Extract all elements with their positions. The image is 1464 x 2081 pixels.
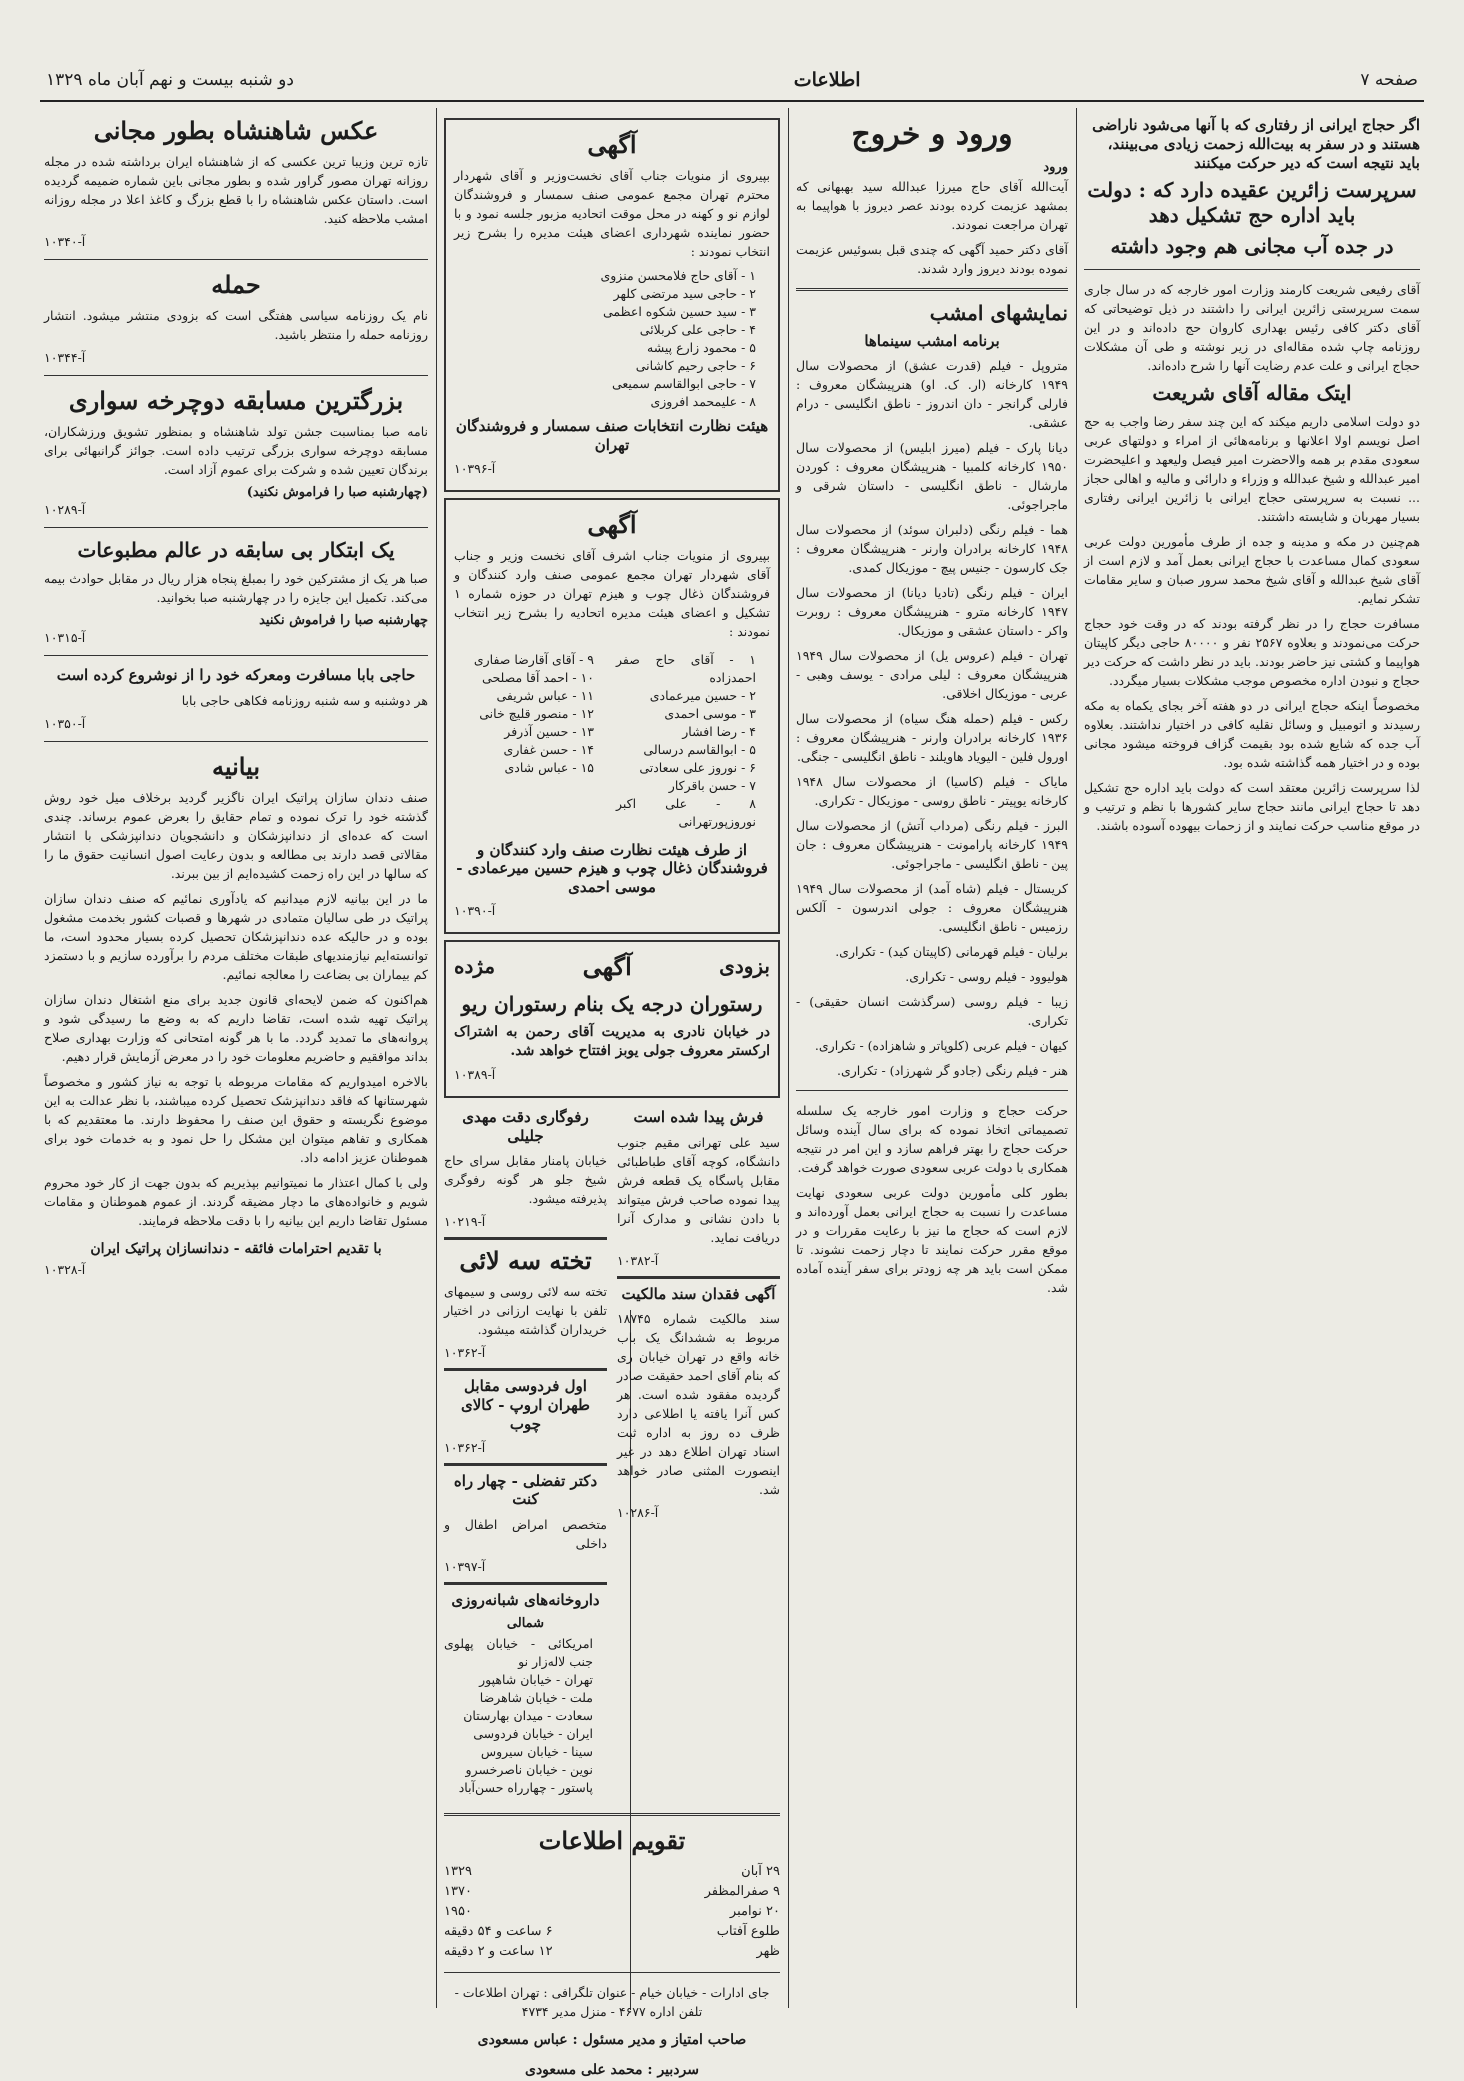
ad-title: آگهی فقدان سند مالکیت xyxy=(621,1284,776,1303)
calendar-row xyxy=(444,1902,780,1922)
cinema-program-title: برنامه امشب سینماها xyxy=(864,331,1000,350)
calendar-title: تقویم اطلاعات xyxy=(538,1825,686,1855)
address-line: جای ادارات - خیابان خیام - عنوان تلگرافی : تهران اطلاعات - تلفن اداره ۴۶۷۷ - منزل مدیر ۴۷۳۴ xyxy=(454,1984,770,2019)
list-item: سینا - خیابان سیروس xyxy=(480,1743,593,1759)
list-item: ۳ - سید حسین شکوه اعظمی xyxy=(603,304,756,319)
ads-two-column xyxy=(444,1104,780,1803)
divider xyxy=(444,1368,607,1371)
cinema-listing: برلیان - فیلم قهرمانی (کاپیتان کید) - تکراری. xyxy=(835,944,1068,960)
ad-title: حمله xyxy=(211,270,261,299)
column-rule xyxy=(1076,108,1077,2008)
calendar-value: ۱۳۲۹ xyxy=(444,1863,472,1879)
list-item: ۸ - علیمحمد افروزی xyxy=(650,394,756,409)
calendar-label: ۲۰ نوامبر xyxy=(729,1903,780,1919)
cinema-listing: زیبا - فیلم روسی (سرگذشت انسان حقیقی) - تکراری. xyxy=(796,994,1068,1029)
section-title-arrivals: ورود و خروج xyxy=(851,117,1013,152)
list-item: ۴ - رضا افشار xyxy=(682,723,756,739)
calendar-label: ۹ صفرالمظفر xyxy=(704,1883,780,1899)
calendar-row xyxy=(444,1922,780,1942)
list-item: ۹ - آقای آقارضا صفاری xyxy=(473,651,594,667)
continued-paragraph: بطور کلی مأمورین دولت عربی سعودی نهایت مساعدت را نسبت به حجاج ایرانی بعمل آورده‌اند و لازم است که حجاج ما نیز با رعایت مقررات و در موقع مقرر حرکت نمایند تا دچار زحمت نشوند. تا ممکن است باید هر چه زودتر برای سفر آینده آماده شد. xyxy=(796,1185,1068,1296)
page-number: صفحه ۷ xyxy=(1360,70,1418,90)
ad-title: تخته سه لائی xyxy=(459,1246,592,1276)
ad-code: آ-۱۰۳۹۶ xyxy=(454,460,496,476)
calendar-value: ۶ ساعت و ۵۴ دقیقه xyxy=(444,1923,553,1939)
ad-label-soon: بزودی xyxy=(719,954,770,979)
cinema-listing: ایران - فیلم رنگی (تادیا دیانا) از محصولات سال ۱۹۴۷ کارخانه مترو - هنرپیشگان معروف : روبرت واکر - داستان عشقی و موزیکال. xyxy=(796,585,1068,639)
pharmacy-subtitle: شمالی xyxy=(506,1615,545,1631)
list-item: ۸ - علی اکبر نوروزپورتهرانی xyxy=(616,795,756,829)
ad-body: سید علی تهرانی مقیم جنوب دانشگاه، کوچه آقای طباطبائی مقابل پاسگاه یک قطعه فرش پیدا نموده صاحب فرش میتواند با دادن نشانی و مدارک آنرا دریافت نماید. xyxy=(617,1134,780,1245)
ad-body: هر دوشنبه و سه شنبه روزنامه فکاهی حاجی بابا xyxy=(181,692,428,708)
ad-code: آ-۱۰۳۸۲ xyxy=(617,1252,659,1268)
cinema-listing: هولیوود - فیلم روسی - تکراری. xyxy=(905,969,1068,985)
cinema-listing: کیهان - فیلم عربی (کلوپاتر و شاهزاده) - تکراری. xyxy=(814,1038,1068,1054)
column-rule xyxy=(788,108,789,2008)
list-item: ۱۵ - عباس شادی xyxy=(504,759,594,775)
ad-body: تازه ترین وزیبا ترین عکسی که از شاهنشاه ایران برداشته شده در مجله روزانه تهران مصور گراور شده و بطور مجانی باین شماره ضمیمه گردیده است. داستان عکس شاهنشاه را با قطع بزرگ و کاغذ اعلا در مجله روزانه امشب ملاحظه کنید. xyxy=(44,154,428,226)
list-item: پاستور - چهارراه حسن‌آباد xyxy=(458,1779,593,1795)
column-rule xyxy=(436,108,437,2008)
list-item: ۱۱ - عباس شریفی xyxy=(496,687,594,703)
calendar-value: ۱۲ ساعت و ۲ دقیقه xyxy=(444,1943,553,1959)
article-paragraph: آقای رفیعی شریعت کارمند وزارت امور خارجه که در سال جاری سمت سرپرستی زائرین ایرانی را داشتند در ذیل توضیحاتی که آقای دکتر کافی رئیس بهداری کاروان حج داده‌اند و در این روزنامه چاپ شده مقاله‌ای در زیر نوشته و طی آن مشکلات حجاج ایرانی و علت عدم رضایت آنها را شرح داده‌اند. xyxy=(1084,282,1420,374)
article-kicker: اگر حجاج ایرانی از رفتاری که با آنها می‌شود ناراضی هستند و در سفر به بیت‌الله زحمت زیادی می‌بینند، باید نتیجه است که دیر حرکت میکنند xyxy=(1092,116,1420,172)
cinema-listing: مایاک - فیلم (کاسیا) از محصولات سال ۱۹۴۸ کارخانه یوپیتر - ناطق روسی - موزیکال - تکراری. xyxy=(796,774,1068,809)
statement-paragraph: صنف دندان سازان پراتیک ایران ناگزیر گردید برخلاف میل خود روش گذشته خود را ترک نموده و تمام حقایق را بعرض عموم برساند. چندی است که عده‌ای از دندانپزشکان و دانشجویان دندانپزشکی با انتشار مقالاتی قصد دارند بی مطالعه و بدون رعایت اصول انسانیت حقوق ما را که سالها در این راه زحمت کشیده‌ایم از بین ببرند. xyxy=(44,789,428,881)
ad-code: آ-۱۰۲۱۹ xyxy=(444,1214,486,1230)
ad-title: عکس شاهنشاه بطور مجانی xyxy=(93,116,379,145)
arrival-item: آقای دکتر حمید آگهی که چندی قبل بسوئیس عزیمت نموده بودند دیروز وارد شدند. xyxy=(796,241,1068,276)
list-item: ۱۳ - حسین آذرفر xyxy=(504,723,594,739)
divider xyxy=(796,288,1068,291)
ad-code: آ-۱۰۳۸۹ xyxy=(454,1066,496,1082)
list-item: ۴ - حاجی علی کربلائی xyxy=(639,322,756,337)
divider xyxy=(444,1582,607,1585)
list-item: ۱ - آقای حاج صفر احمدزاده xyxy=(616,651,756,685)
article-section-title: ایتک مقاله آقای شریعت xyxy=(1152,381,1352,406)
cinema-listing: هما - فیلم رنگی (دلبران سوئد) از محصولات سال ۱۹۴۸ کارخانه برادران وارنر - هنرپیشگان معروف : جک کارسون - جنیس پیچ - موزیکال کمدی. xyxy=(796,522,1068,576)
ad-labels xyxy=(454,948,770,988)
ad-title: رفوگاری دقت مهدی جلیلی xyxy=(462,1107,589,1145)
divider xyxy=(796,1090,1068,1091)
divider xyxy=(617,1276,780,1279)
list-item: ۱ - آقای حاج فلامحسن منزوی xyxy=(600,268,756,283)
candidate-list xyxy=(616,651,770,831)
calendar-row xyxy=(444,1882,780,1902)
ad-label-notice: آگهی xyxy=(582,951,632,981)
list-item: ۵ - ابوالقاسم درسالی xyxy=(643,741,756,757)
ad-body: بپیروی از منویات جناب آقای نخست‌وزیر و آقای شهردار محترم تهران مجمع عمومی صنف سمسار و فروشندگان لوازم نو و کهنه در محل موقت اتحادیه مزبور جلسه نمود و با حضور نماینده شهرداری اعضای هیئت مدیره را بشرح زیر انتخاب نمودند : xyxy=(454,168,770,259)
divider xyxy=(444,1237,607,1240)
ad-code: آ-۱۰۲۸۹ xyxy=(44,502,86,517)
ad-title: آگهی xyxy=(587,130,637,159)
list-item: ۶ - حاجی رحیم کاشانی xyxy=(635,358,756,373)
ad-title: اول فردوسی مقابل طهران اروپ - کالای چوب xyxy=(461,1377,590,1433)
issue-date: دو شنبه بیست و نهم آبان ماه ۱۳۲۹ xyxy=(46,70,294,90)
editor-line: سردبیر : محمد علی مسعودی xyxy=(524,2061,699,2078)
divider xyxy=(1084,269,1420,270)
ad-body: نام یک روزنامه سیاسی هفتگی است که بزودی منتشر میشود. انتشار روزنامه حمله را منتظر باشید. xyxy=(44,308,428,342)
list-item: ۱۲ - منصور قلیچ خانی xyxy=(479,705,594,721)
candidate-list xyxy=(454,651,608,831)
pharmacy-list xyxy=(444,1635,607,1797)
list-item: ۲ - حاجی سید مرتضی کلهر xyxy=(613,286,756,301)
cinema-listing: هنر - فیلم رنگی (جادو گر شهرزاد) - تکراری. xyxy=(836,1063,1068,1079)
ad-title: فرش پیدا شده است xyxy=(633,1107,764,1126)
statement-paragraph: بالاخره امیدواریم که مقامات مربوطه با توجه به نیاز کشور و مخصوصاً شهرستانها که فاقد دندانپزشک تحصیل کرده میباشند، با نظر عدالت به این موضوع نگریسته و حقوق این صنف را محفوظ دارند. ما معتقدیم که با همکاری و تفاهم میتوان این مشکل را حل نمود و به خدمات خود برای هموطنان عزیز ادامه داد. xyxy=(44,1073,428,1165)
article-headline: سرپرست زائرین عقیده دارد که : دولت باید اداره حج تشکیل دهد xyxy=(1087,178,1417,228)
ad-code: آ-۱۰۳۶۲ xyxy=(444,1439,486,1455)
list-item: ۶ - نوروز علی سعادتی xyxy=(639,759,756,775)
ad-code: آ-۱۰۳۴۴ xyxy=(44,350,86,365)
ad-code: آ-۱۰۳۹۷ xyxy=(444,1559,486,1574)
article-paragraph: هم‌چنین در مکه و مدینه و جده از طرف مأمورین دولت عربی سعودی کمال مساعدت با حجاج ایرانی بعمل آمد و لازم است از آقای شیخ عبدالله و آقای شیخ محمد سرور صبان و سایر مقامات تشکر نمایم. xyxy=(1084,534,1420,607)
ad-label-good-news: مژده xyxy=(454,954,496,979)
calendar-label: ۲۹ آبان xyxy=(741,1863,780,1879)
divider xyxy=(444,1972,780,1973)
candidate-lists xyxy=(454,647,770,837)
ad-body: متخصص امراض اطفال و داخلی xyxy=(444,1517,607,1551)
statement-paragraph: ولی با کمال اعتذار ما نمیتوانیم بپذیریم که بدون جهت از کار خود محروم شویم و خانواده‌های ما دچار مضیقه گردند. از عموم هموطنان و مقامات مسئول تقاضا داریم این بیانیه را با دقت ملاحظه فرمایند. xyxy=(44,1174,428,1228)
ad-footer: هیئت نظارت انتخابات صنف سمسار و فروشندگان تهران xyxy=(455,417,769,454)
column-hajj-article xyxy=(1084,112,1420,2012)
ad-title: حاجی بابا مسافرت ومعرکه خود را از نوشروع کرده است xyxy=(56,666,416,684)
list-item: ۱۴ - حسن غفاری xyxy=(503,741,594,757)
cinema-listing: رکس - فیلم (حمله هنگ سیاه) از محصولات سال ۱۹۳۶ کارخانه برادران وارنر - هنرپیشگان معروف : اورول فلین - الیویاد هاویلند - ناطق انگلیسی - جنگی. xyxy=(796,711,1068,765)
ads-left-stack xyxy=(444,1104,607,1803)
ad-body: صبا هر یک از مشترکین خود را بمبلغ پنجاه هزار ریال در مقابل حوادث بیمه می‌کند. تکمیل این جایزه را در چهارشنبه صبا بخوانید. xyxy=(44,571,428,605)
divider xyxy=(444,1463,607,1466)
list-item: ۵ - محمود زارع پیشه xyxy=(647,340,756,355)
column-news-cinema xyxy=(796,112,1068,2012)
list-item: تهران - خیابان شاهپور xyxy=(479,1671,593,1687)
ad-title: یک ابتکار بی سابقه در عالم مطبوعات xyxy=(77,538,395,562)
divider xyxy=(44,259,428,260)
divider xyxy=(44,741,428,742)
publisher-line: صاحب امتیاز و مدیر مسئول : عباس مسعودی xyxy=(477,2031,747,2048)
cinema-listing: متروپل - فیلم (قدرت عشق) از محصولات سال ۱۹۴۹ کارخانه (ار. ک. او) هنرپیشگان معروف : فارلی گرانجر - دان اندروز - ناطق انگلیسی - درام عشقی. xyxy=(796,358,1068,431)
article-subheadline: در جده آب مجانی هم وجود داشته xyxy=(1110,234,1394,259)
ad-code: آ-۱۰۳۲۸ xyxy=(44,1261,86,1277)
statement-closing: با تقدیم احترامات فائقه - دندانسازان پراتیک ایران xyxy=(90,1240,382,1257)
cinema-listing: کریستال - فیلم (شاه آمد) از محصولات سال ۱۹۴۹ هنرپیشگان معروف : جولی اندرسون - آلکس رزمیس - ناطق انگلیسی. xyxy=(796,881,1068,935)
masthead xyxy=(40,60,1424,102)
cinema-listing: البرز - فیلم رنگی (مرداب آتش) از محصولات سال ۱۹۴۹ کارخانه پارامونت - هنرپیشگان معروف : جان پین - ناطق انگلیسی - ماجراجوئی. xyxy=(796,818,1068,872)
statement-paragraph: ما در این بیانیه لازم میدانیم که یادآوری نمائیم که صنف دندان سازان پراتیک در طی سالیان متمادی در شهرها و قصبات کشور بخدمت مشغول بوده و در حالیکه عده دندانپزشکان تحصیل کرده بسیار محدود است، ما توانسته‌ایم نیازمندیهای طبقات مختلف مردم را برآورده سازیم و با دستمزد کم بیماران بی بضاعت را معالجه نمائیم. xyxy=(44,890,428,982)
list-item: ۲ - حسین میرعمادی xyxy=(649,687,756,703)
ad-restaurant xyxy=(444,940,780,1098)
ad-code: آ-۱۰۳۵۰ xyxy=(44,715,86,731)
arrival-item: آیت‌الله آقای حاج میرزا عبدالله سید بهبهانی که بمشهد عزیمت کرده بودند عصر دیروز با هواپیما به تهران مراجعت نمودند. xyxy=(796,178,1068,232)
arrivals-heading: ورود xyxy=(1043,159,1068,175)
ad-body: تخته سه لائی روسی و سیمهای تلفن با نهایت ارزانی در اختیار خریداران گذاشته میشود. xyxy=(444,1284,607,1338)
ad-note: (چهارشنبه صبا را فراموش نکنید) xyxy=(246,485,428,500)
continued-paragraph: حرکت حجاج و وزارت امور خارجه یک سلسله تصمیماتی اتخاذ نموده که برای سال آینده وسائل حرکت حجاج را بهتر فراهم سازد و این امر در نتیجه همکاری با دولت عربی سعودی صورت خواهد گرفت. xyxy=(796,1103,1068,1176)
article-paragraph: لذا سرپرست زائرین معتقد است که دولت باید اداره حج تشکیل دهد تا حجاج ایرانی مانند حجاج سایر کشورها با نظم و ترتیب و در موقع مناسب حرکت نمایند و از زحمات بیهوده آسوده باشند. xyxy=(1084,780,1420,834)
calendar-row xyxy=(444,1942,780,1962)
list-item: ایران - خیابان فردوسی xyxy=(473,1725,593,1741)
ad-code: آ-۱۰۲۸۶ xyxy=(617,1505,659,1521)
ad-note: چهارشنبه صبا را فراموش نکنید xyxy=(259,613,428,628)
calendar-value: ۱۳۷۰ xyxy=(444,1883,472,1899)
divider xyxy=(444,1813,780,1816)
ad-body: بپیروی از منویات جناب اشرف آقای نخست وزیر و جناب آقای شهردار تهران مجمع عمومی صنف وارد کنندگان و فروشندگان ذغال چوب و هیزم تهران در حوزه شماره ۱ تشکیل و اعضای هیئت مدیره اتحادیه را بشرح زیر انتخاب نمودند : xyxy=(454,547,770,639)
ad-title: آگهی xyxy=(587,509,637,539)
divider xyxy=(44,375,428,376)
ad-title: رستوران درجه یک بنام رستوران ریو xyxy=(461,991,763,1016)
article-paragraph: دو دولت اسلامی داریم میکند که این چند سفر رضا واجب به حج اصل نویسم اولا اعلانها و برنامه‌هائی از امراء و دولتهای عربی سعودی مقدم بر همه والاحضرت امیر فیصل ولیعهد و اعلیحضرت امیر عبدالله و شیخ عبدالله و وزراء و دارائی و مالیه و اهالی حجاز ... نسبت به سرپرستی حجاج ایرانی با زائرین ایرانی رفتاری بسیار مهربان و شایسته داشتند. xyxy=(1084,414,1420,525)
article-paragraph: مسافرت حجاج را در نظر گرفته بودند که در وقت خود حجاج حرکت می‌نمودند و بعلاوه ۲۵۶۷ نفر و ۸۰۰۰۰ حاجی دیگر کاپیتان هواپیما و کشتی نیز حاضر بودند. باید در نظر داشت که حرکت دیر حجاج و نبودن اداره مخصوص موجب مشکلات بسیار میگردد. xyxy=(1084,616,1421,689)
ads-right-stack xyxy=(617,1104,780,1803)
cinema-listing: تهران - فیلم (عروس یل) از محصولات سال ۱۹۴۹ هنرپیشگان معروف : لیلی مرادی - یوسف وهبی - عربی - موزیکال اخلاقی. xyxy=(796,648,1068,702)
calendar-label: ظهر xyxy=(756,1943,780,1959)
statement-title: بیانیه xyxy=(211,751,261,781)
ad-union-election-1 xyxy=(444,118,780,492)
divider xyxy=(44,527,428,528)
ad-body: خیابان پامنار مقابل سرای حاج شیخ جلو هر گونه رفوگری پذیرفته میشود. xyxy=(444,1153,607,1207)
list-item: ۷ - حسن باقرکار xyxy=(668,777,756,793)
list-item: نوین - خیابان ناصرخسرو xyxy=(465,1761,593,1777)
article-paragraph: مخصوصاً اینکه حجاج ایرانی در دو هفته آخر بجای یکماه به مکه رسیدند و اتومبیل و وسائل نقلیه کافی در اختیار نداشتند. بعلاوه آب جده که شایع شده بود بقیمت گزاف فروخته میشود مجانی بوده و در اختیار همه گذاشته شده بود. xyxy=(1084,698,1420,771)
list-item: سعادت - میدان بهارستان xyxy=(463,1707,593,1723)
ad-body: سند مالکیت شماره ۱۸۷۴۵ مربوط به ششدانگ یک باب خانه واقع در تهران خیابان ری که بنام آقای احمد حقیقت صادر گردیده مفقود شده است. هر کس آنرا یافته یا اطلاعی دارد ظرف ده روز به اداره ثبت اسناد تهران اطلاع دهد در غیر اینصورت المثنی صادر خواهد شد. xyxy=(617,1311,780,1498)
list-item: ۳ - موسی احمدی xyxy=(664,705,756,721)
calendar-label: طلوع آفتاب xyxy=(716,1923,780,1939)
statement-paragraph: هم‌اکنون که ضمن لایحه‌ای قانون جدید برای منع اشتغال دندان سازان پراتیک تهیه شده است، تقاضا داریم که به وضع ما رسیدگی شود و پروانه‌های ما تمدید گردد. ما با هر گونه امتحانی که وزارت بهداری صلاح بداند موافقیم و حاضریم معلومات خود را در معرض آزمایش قرار دهیم. xyxy=(44,991,428,1064)
calendar-value: ۱۹۵۰ xyxy=(444,1903,472,1919)
ad-code: آ-۱۰۳۶۲ xyxy=(444,1345,486,1361)
pharmacy-title: داروخانه‌های شبانه‌روزی xyxy=(451,1591,600,1609)
ad-footer: از طرف هیئت نظارت صنف وارد کنندگان و فروشندگان ذغال چوب و هیزم حسین میرعمادی - موسی احمدی xyxy=(456,840,768,896)
ad-code: آ-۱۰۳۴۰ xyxy=(44,234,86,249)
ad-body: در خیابان نادری به مدیریت آقای رحمن به اشتراک ارکستر معروف جولی یوبز افتتاح خواهد شد. xyxy=(454,1023,770,1059)
list-item: ۷ - حاجی ابوالقاسم سمیعی xyxy=(611,376,756,391)
candidate-list xyxy=(454,267,770,411)
divider xyxy=(44,655,428,656)
list-item: ۱۰ - احمد آقا مصلحی xyxy=(482,669,594,685)
ad-code: آ-۱۰۳۱۵ xyxy=(44,630,86,645)
list-item: امریکائی - خیابان پهلوی جنب لاله‌زار نو xyxy=(444,1635,593,1669)
column-ads xyxy=(444,112,780,2078)
paper-name: اطلاعات xyxy=(793,69,861,91)
cinema-listing: دیانا پارک - فیلم (میرز ابلیس) از محصولات سال ۱۹۵۰ کارخانه کلمبیا - هنرپیشگان معروف : کوردن مارشال - ناطق انگلیسی - داستان شرقی و ماجراجوئی. xyxy=(796,440,1068,513)
calendar-row xyxy=(444,1862,780,1882)
column-announcements xyxy=(44,112,428,2012)
ad-body: نامه صبا بمناسبت جشن تولد شاهنشاه و بمنظور تشویق ورزشکاران، مسابقه دوچرخه سواری بزرگی ترتیب داده است. جوائز گرانبهائی برای برندگان تعیین شده و شرکت برای عموم آزاد است. xyxy=(44,424,428,477)
ad-code: آ-۱۰۳۹۰ xyxy=(454,902,496,918)
cinema-section-title: نمایشهای امشب xyxy=(929,300,1068,325)
list-item: ملت - خیابان شاهرضا xyxy=(479,1689,593,1705)
ad-title: دکتر تفضلی - چهار راه کنت xyxy=(453,1471,598,1509)
ad-union-election-2 xyxy=(444,498,780,934)
ad-title: بزرگترین مسابقه دوچرخه سواری xyxy=(68,386,404,415)
